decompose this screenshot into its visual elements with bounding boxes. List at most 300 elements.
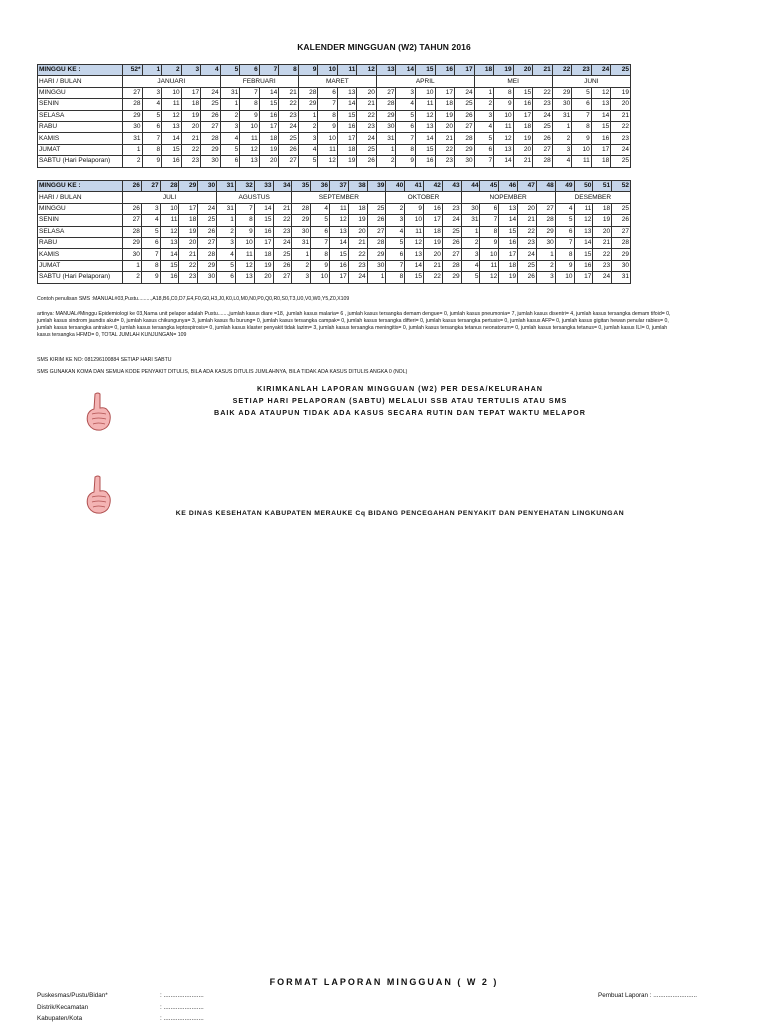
date-cell: 20 [435,121,455,132]
date-cell: 6 [480,203,499,214]
day-name-cell: RABU [38,237,123,248]
date-cell: 5 [396,110,416,121]
month-name-cell: AGUSTUS [217,192,292,203]
date-cell: 25 [198,215,217,226]
date-cell: 10 [480,249,499,260]
week-label: MINGGU KE : [38,65,123,76]
date-cell: 27 [376,87,396,98]
date-cell: 12 [235,260,254,271]
date-cell: 19 [337,156,357,167]
date-cell: 31 [220,87,240,98]
date-cell: 21 [593,237,612,248]
date-cell: 18 [435,99,455,110]
sms-example: Contoh penulisan SMS :MANUAL#03,Pustu.........,A18,B6,C0,D7,E4,F0,G0,H3,J0,K0,L0,M0,N0,P0,Q0,R0,S0,T3,U0,V0,W0,Y5,Z0,X109 [37,296,350,302]
date-cell: 16 [424,203,443,214]
date-cell: 27 [455,121,475,132]
date-cell: 14 [337,99,357,110]
date-cell: 26 [357,156,377,167]
date-cell: 15 [591,121,611,132]
week-number-cell: 39 [367,181,386,192]
week-number-cell: 48 [536,181,555,192]
instruction-line-2: SETIAP HARI PELAPORAN (SABTU) MELALUI SSB ATAU TERTULIS ATAU SMS [232,396,568,405]
date-cell: 17 [337,133,357,144]
date-cell: 26 [123,203,142,214]
date-cell: 15 [254,215,273,226]
week-number-cell: 21 [533,65,553,76]
date-cell: 20 [424,249,443,260]
date-cell: 7 [311,237,330,248]
form-value-puskesmas[interactable]: : ....................... [160,992,204,999]
date-cell: 18 [499,260,518,271]
day-row [38,215,631,226]
date-cell: 16 [591,133,611,144]
form-label-pembuat[interactable]: Pembuat Laporan : ......................... [598,992,698,999]
date-cell: 31 [123,133,143,144]
date-cell: 16 [254,226,273,237]
date-cell: 19 [181,110,201,121]
month-name-cell: SEPTEMBER [292,192,386,203]
date-cell: 19 [259,144,279,155]
date-cell: 2 [461,237,480,248]
date-cell: 14 [415,133,435,144]
date-cell: 9 [572,133,592,144]
date-cell: 10 [405,215,424,226]
week-number-cell: 10 [318,65,338,76]
date-cell: 6 [311,226,330,237]
date-cell: 9 [141,272,160,283]
date-cell: 5 [142,110,162,121]
calendar-title: KALENDER MINGGUAN (W2) TAHUN 2016 [297,42,471,52]
date-cell: 18 [337,144,357,155]
date-cell: 3 [220,121,240,132]
date-cell: 4 [386,226,405,237]
form-value-kabupaten[interactable]: : ....................... [160,1015,204,1022]
date-cell: 1 [123,144,143,155]
week-number-cell: 9 [298,65,318,76]
date-cell: 14 [591,110,611,121]
date-cell: 29 [298,99,318,110]
date-cell: 21 [357,99,377,110]
date-cell: 23 [279,110,299,121]
date-cell: 22 [424,272,443,283]
date-cell: 23 [442,203,461,214]
date-cell: 13 [160,237,179,248]
date-cell: 25 [533,121,553,132]
date-cell: 12 [160,226,179,237]
date-cell: 23 [348,260,367,271]
week-number-cell: 47 [518,181,537,192]
date-cell: 12 [591,87,611,98]
date-cell: 18 [593,203,612,214]
date-cell: 30 [455,156,475,167]
date-cell: 16 [259,110,279,121]
date-cell: 28 [201,133,221,144]
date-cell: 31 [461,215,480,226]
month-name-cell: MEI [474,76,552,87]
month-name-cell: APRIL [376,76,474,87]
date-cell: 26 [533,133,553,144]
date-cell: 3 [536,272,555,283]
date-cell: 29 [367,249,386,260]
date-cell: 7 [240,87,260,98]
date-cell: 5 [217,260,236,271]
calendar-table-2 [37,180,631,284]
date-cell: 11 [494,121,514,132]
date-cell: 12 [329,215,348,226]
week-number-cell: 17 [455,65,475,76]
date-cell: 28 [442,260,461,271]
date-cell: 26 [612,215,631,226]
week-number-cell: 44 [461,181,480,192]
month-name-cell: OKTOBER [386,192,461,203]
date-cell: 8 [318,110,338,121]
month-label: HARI / BULAN [38,76,123,87]
date-cell: 28 [533,156,553,167]
date-cell: 18 [591,156,611,167]
date-cell: 12 [240,144,260,155]
date-cell: 11 [160,215,179,226]
date-cell: 24 [442,215,461,226]
month-row [38,192,631,203]
date-cell: 8 [396,144,416,155]
date-cell: 14 [574,237,593,248]
day-name-cell: RABU [38,121,123,132]
month-row [38,76,631,87]
date-cell: 26 [442,237,461,248]
date-cell: 16 [160,272,179,283]
date-cell: 28 [367,237,386,248]
day-row [38,99,631,110]
date-cell: 7 [142,133,162,144]
month-name-cell: JANUARI [123,76,221,87]
date-cell: 16 [415,156,435,167]
date-cell: 9 [480,237,499,248]
date-cell: 22 [348,249,367,260]
date-cell: 20 [179,237,198,248]
date-cell: 11 [329,203,348,214]
date-cell: 9 [396,156,416,167]
week-number-cell: 12 [357,65,377,76]
date-cell: 27 [536,203,555,214]
day-name-cell: SENIN [38,215,123,226]
date-cell: 25 [518,260,537,271]
date-cell: 4 [142,99,162,110]
date-cell: 2 [220,110,240,121]
date-cell: 31 [552,110,572,121]
date-cell: 24 [279,121,299,132]
date-cell: 19 [593,215,612,226]
date-cell: 18 [254,249,273,260]
date-cell: 7 [318,99,338,110]
month-name-cell: DESEMBER [555,192,630,203]
date-cell: 17 [591,144,611,155]
date-cell: 11 [162,99,182,110]
date-cell: 30 [201,156,221,167]
date-cell: 28 [123,99,143,110]
date-cell: 1 [367,272,386,283]
date-cell: 18 [513,121,533,132]
date-cell: 2 [292,260,311,271]
date-cell: 24 [348,272,367,283]
date-cell: 20 [259,156,279,167]
day-row [38,272,631,283]
date-cell: 14 [160,249,179,260]
date-cell: 14 [405,260,424,271]
date-cell: 11 [318,144,338,155]
date-cell: 21 [424,260,443,271]
date-cell: 19 [499,272,518,283]
date-cell: 17 [259,121,279,132]
date-cell: 6 [220,156,240,167]
week-number-cell: 16 [435,65,455,76]
date-cell: 7 [555,237,574,248]
date-cell: 26 [279,144,299,155]
date-cell: 4 [217,249,236,260]
date-cell: 27 [198,237,217,248]
date-cell: 12 [480,272,499,283]
date-cell: 8 [480,226,499,237]
date-cell: 17 [424,215,443,226]
date-cell: 9 [318,121,338,132]
week-number-cell: 38 [348,181,367,192]
date-cell: 14 [162,133,182,144]
date-cell: 14 [499,215,518,226]
date-cell: 28 [376,99,396,110]
date-cell: 14 [259,87,279,98]
date-cell: 25 [442,226,461,237]
date-cell: 16 [162,156,182,167]
week-number-cell: 13 [376,65,396,76]
day-row [38,226,631,237]
date-cell: 19 [348,215,367,226]
date-cell: 11 [480,260,499,271]
date-cell: 13 [499,203,518,214]
date-cell: 30 [198,272,217,283]
date-cell: 17 [513,110,533,121]
date-cell: 18 [348,203,367,214]
date-cell: 28 [536,215,555,226]
date-cell: 23 [593,260,612,271]
date-cell: 7 [386,260,405,271]
week-number-cell: 46 [499,181,518,192]
date-cell: 18 [259,133,279,144]
date-cell: 11 [240,133,260,144]
date-cell: 15 [162,144,182,155]
date-cell: 7 [480,215,499,226]
date-cell: 30 [367,260,386,271]
date-cell: 15 [513,87,533,98]
date-cell: 14 [254,203,273,214]
week-number-cell: 23 [572,65,592,76]
date-cell: 22 [593,249,612,260]
date-cell: 13 [574,226,593,237]
week-number-cell: 5 [220,65,240,76]
day-row [38,237,631,248]
day-name-cell: SELASA [38,226,123,237]
date-cell: 4 [311,203,330,214]
day-row [38,144,631,155]
date-cell: 3 [298,133,318,144]
date-cell: 13 [162,121,182,132]
date-cell: 2 [298,121,318,132]
date-cell: 10 [162,87,182,98]
date-cell: 15 [499,226,518,237]
date-cell: 6 [217,272,236,283]
week-number-cell: 18 [474,65,494,76]
date-cell: 29 [376,110,396,121]
date-cell: 22 [179,260,198,271]
day-row [38,121,631,132]
date-cell: 12 [405,237,424,248]
week-number-cell: 45 [480,181,499,192]
week-number-cell: 22 [552,65,572,76]
date-cell: 27 [123,215,142,226]
date-cell: 10 [318,133,338,144]
week-number-cell: 6 [240,65,260,76]
date-cell: 24 [201,87,221,98]
date-cell: 15 [337,110,357,121]
date-cell: 2 [123,156,143,167]
date-cell: 25 [273,249,292,260]
date-cell: 23 [273,226,292,237]
date-cell: 10 [235,237,254,248]
date-cell: 18 [181,99,201,110]
date-cell: 24 [533,110,553,121]
date-cell: 9 [311,260,330,271]
date-cell: 29 [292,215,311,226]
date-cell: 13 [591,99,611,110]
date-cell: 10 [555,272,574,283]
date-cell: 3 [142,87,162,98]
date-cell: 30 [123,121,143,132]
date-cell: 8 [142,144,162,155]
date-cell: 4 [474,121,494,132]
date-cell: 7 [396,133,416,144]
date-cell: 23 [179,272,198,283]
week-number-cell: 36 [311,181,330,192]
week-number-cell: 41 [405,181,424,192]
date-cell: 26 [455,110,475,121]
date-cell: 2 [474,99,494,110]
date-cell: 27 [442,249,461,260]
date-cell: 2 [386,203,405,214]
date-cell: 17 [435,87,455,98]
month-name-cell: JULI [123,192,217,203]
date-cell: 30 [376,121,396,132]
date-cell: 24 [455,87,475,98]
date-cell: 21 [279,87,299,98]
date-cell: 23 [181,156,201,167]
date-cell: 11 [405,226,424,237]
date-cell: 4 [141,215,160,226]
sms-explanation: artinya: MANUAL#Minggu Epidemiologi ke 03,Nama unit pelapor adalah Pustu.......,jumlah kasus diare =18, ,jumlah kasus malaria= 6 , jumlah kasus tersangka demam dengue= 0, jumlah kasus pneumonia= 7, jumlah kasus disentri= 4, jumlah kasus tersangka demam tifoid= 0, jumlah kasus sindrom jaundis akut= 0, jumlah kasus chikungunya= 3, jumlah kasus flu burung= 0, jumlah kasus tersangka campak= 0, jumlah kasus tersangka difteri= 0, jumlah kasus tersangka pertusis= 0, jumlah kasus AFP= 0, jumlah kasus gigitan hewan penular rabies= 0, jumlah kasus tersangka antraks= 0, jumlah kasus tersangka leptospirosis= 0, jumlah kasus klaster penyakit tidak lazim= 3, jumlah kasus tersangka meningitis= 0, jumlah kasus tersangka tetanus neonatorum= 0, jumlah kasus tersangka tetanus= 0, jumlah kasus ILI= 0, jumlah kasus tersangka HFMD= 0, TOTAL JUMLAH KUNJUNGAN= 109 [37,311,671,338]
date-cell: 10 [494,110,514,121]
date-cell: 31 [376,133,396,144]
date-cell: 3 [396,87,416,98]
day-name-cell: SENIN [38,99,123,110]
date-cell: 11 [572,156,592,167]
date-cell: 28 [123,226,142,237]
date-cell: 5 [298,156,318,167]
date-cell: 8 [141,260,160,271]
week-number-cell: 14 [396,65,416,76]
date-cell: 19 [424,237,443,248]
date-cell: 29 [123,110,143,121]
date-cell: 22 [357,110,377,121]
date-cell: 10 [415,87,435,98]
form-value-distrik[interactable]: : ....................... [160,1004,204,1011]
date-cell: 17 [574,272,593,283]
date-cell: 30 [292,226,311,237]
week-number-cell: 4 [201,65,221,76]
week-number-cell: 19 [494,65,514,76]
date-cell: 16 [574,260,593,271]
date-cell: 21 [518,215,537,226]
date-cell: 9 [494,99,514,110]
date-cell: 15 [405,272,424,283]
date-cell: 9 [405,203,424,214]
sms-rule: SMS GUNAKAN KOMA DAN SEMUA KODE PENYAKIT DITULIS, BILA ADA KASUS DITULIS JUMLAHNYA, BILA TIDAK ADA KASUS DITULIS ANGKA 0 (NOL) [37,369,408,375]
date-cell: 6 [474,144,494,155]
date-cell: 23 [357,121,377,132]
pointing-hand-icon [84,475,112,515]
day-row [38,133,631,144]
date-cell: 17 [329,272,348,283]
date-cell: 3 [141,203,160,214]
day-name-cell: JUMAT [38,260,123,271]
date-cell: 5 [311,215,330,226]
date-cell: 8 [235,215,254,226]
month-name-cell: MARET [298,76,376,87]
date-cell: 3 [461,249,480,260]
date-cell: 2 [123,272,142,283]
week-number-cell: 30 [198,181,217,192]
date-cell: 30 [612,260,631,271]
date-cell: 27 [201,121,221,132]
date-cell: 31 [292,237,311,248]
date-cell: 2 [536,260,555,271]
date-cell: 4 [396,99,416,110]
format-title: FORMAT LAPORAN MINGGUAN ( W 2 ) [269,977,499,987]
date-cell: 11 [415,99,435,110]
day-name-cell: KAMIS [38,133,123,144]
date-cell: 23 [611,133,631,144]
date-cell: 19 [179,226,198,237]
date-cell: 11 [235,249,254,260]
date-cell: 3 [552,144,572,155]
date-cell: 14 [494,156,514,167]
day-row [38,249,631,260]
month-name-cell: NOPEMBER [461,192,555,203]
form-label-kabupaten: Kabupaten/Kota [37,1015,83,1022]
date-cell: 6 [555,226,574,237]
form-label-distrik: Distrik/Kecamatan [37,1004,89,1011]
date-cell: 5 [572,87,592,98]
week-number-cell: 50 [574,181,593,192]
week-number-cell: 33 [254,181,273,192]
date-cell: 9 [235,226,254,237]
date-cell: 22 [518,226,537,237]
week-number-cell: 51 [593,181,612,192]
date-cell: 7 [235,203,254,214]
date-cell: 27 [279,156,299,167]
date-cell: 22 [279,99,299,110]
date-cell: 4 [298,144,318,155]
day-name-cell: JUMAT [38,144,123,155]
week-number-cell: 20 [513,65,533,76]
date-cell: 20 [357,87,377,98]
date-cell: 17 [181,87,201,98]
